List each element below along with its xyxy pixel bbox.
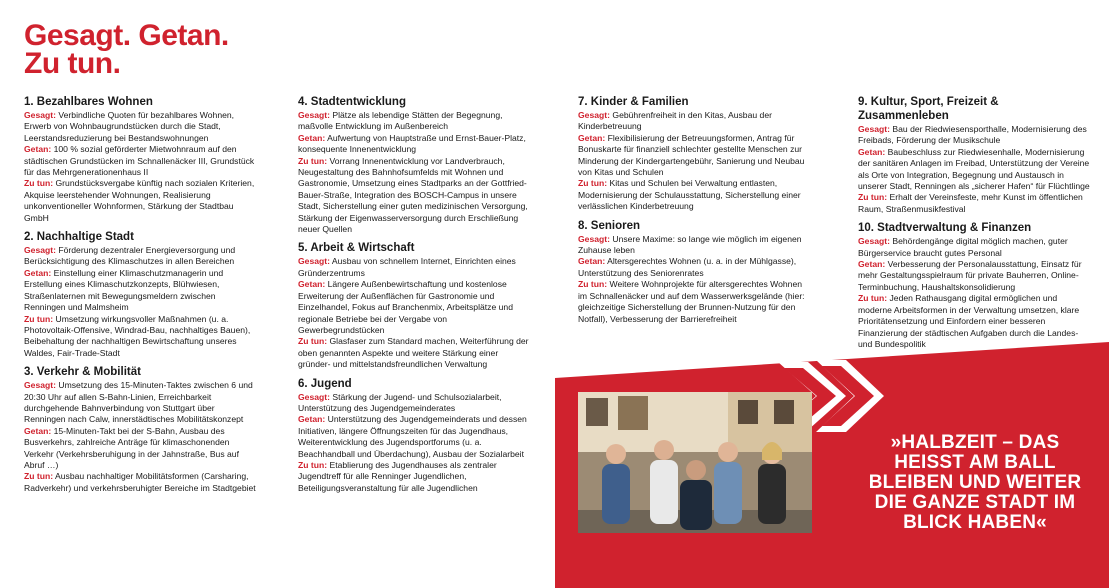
todo-label: Zu tun:: [298, 459, 328, 470]
said-label: Gesagt:: [298, 256, 330, 267]
campaign-quote: »HALBZEIT – DAS HEISST AM BALL BLEIBEN UND WEITER DIE GANZE STADT IM BLICK HABEN«: [868, 432, 1082, 533]
section-title: 7. Kinder & Familien: [578, 96, 689, 108]
said-text: Bau der Riedwiesensporthalle, Modernisierung des Freibads, Förderung der Musikschule: [858, 124, 1087, 146]
section-bezahlbares-wohnen: [24, 95, 258, 224]
said-text: Behördengänge digital möglich machen, guter Bürgerservice braucht gutes Personal: [858, 236, 1068, 258]
column-4: [858, 95, 1090, 356]
said-text: Förderung dezentraler Energieversorgung und Berücksichtigung des Klimaschutzes in allen Bereichen: [24, 245, 236, 267]
section-text: [858, 124, 1090, 215]
section-title: 1. Bezahlbares Wohnen: [24, 96, 153, 108]
said-text: Stärkung der Jugend- und Schulsozialarbeit, Unterstützung des Jugendgemeinderates: [298, 391, 502, 413]
todo-label: Zu tun:: [24, 313, 54, 324]
section-text: [24, 110, 258, 224]
todo-text: Vorrang Innenentwicklung vor Landverbrauch, Neugestaltung des Bahnhofsumfelds mit Wohnen und Gastronomie, Umsetzung eines Stadtparks an der Gottfried-Bauer-Straße, Integration des BOSCH-Campus in unsere Stadt, Sicherstellung einer guten medizinischen Versorgung, Stärkung der Eigenwasserversorgung durch Erschließung neuer Quellen: [298, 155, 528, 235]
done-text: Unterstützung des Jugendgemeinderats und dessen Initiativen, längere Öffnungszeiten für das Jugendhaus, Weiterentwicklung des Jugendsportforums (u. a. Beachhandball und Überdachung), Ausbau der Sozialarbeit: [298, 414, 527, 459]
said-label: Gesagt:: [578, 233, 610, 244]
done-label: Getan:: [578, 256, 606, 267]
section-text: [24, 245, 258, 359]
column-2: [298, 95, 530, 500]
said-label: Gesagt:: [578, 110, 610, 120]
done-text: Längere Außenbewirtschaftung und kostenlose Erweiterung der Außenflächen für Gastronomie und Einzelhandel, Fokus auf Branchenmix, Arbeitsplätze und regionale Betriebe bei der Vergabe von Gewerbegrundstücken: [298, 279, 513, 335]
section-kinder-familien: [578, 95, 810, 213]
section-title: 2. Nachhaltige Stadt: [24, 231, 134, 244]
headline-line-2: Zu tun.: [24, 47, 121, 80]
section-title: 9. Kultur, Sport, Freizeit & Zusammenleben: [858, 96, 999, 122]
section-title: 10. Stadtverwaltung & Finanzen: [858, 222, 1032, 235]
done-label: Getan:: [24, 425, 52, 436]
said-label: Gesagt:: [858, 236, 890, 247]
column-1: [24, 95, 258, 500]
page-headline: [24, 19, 229, 80]
todo-text: Erhalt der Vereinsfeste, mehr Kunst im öffentlichen Raum, Straßenmusikfestival: [858, 192, 1083, 214]
todo-text: Glasfaser zum Standard machen, Weiterführung der oben genannten Aspekte und weitere Stärkung einer gründer- und mittelstandsfreundlichen Verwaltung: [298, 336, 529, 370]
todo-label: Zu tun:: [578, 178, 608, 189]
section-text: [578, 234, 810, 325]
done-text: Einstellung einer Klimaschutzmanagerin und Erstellung eines Klimaschutzkonzepts, Blühwiesen, Straßenlaternen mit Bewegungsmeldern zwischen Renningen und Malmsheim: [24, 267, 224, 313]
done-label: Getan:: [858, 146, 886, 157]
section-verkehr-mobilitaet: [24, 365, 258, 494]
done-label: Getan:: [24, 267, 52, 278]
said-label: Gesagt:: [24, 245, 56, 256]
column-3: [578, 95, 810, 331]
said-text: Gebührenfreiheit in den Kitas, Ausbau der Kinderbetreuung: [578, 110, 772, 132]
section-text: [298, 110, 530, 235]
section-title: 3. Verkehr & Mobilität: [24, 366, 141, 379]
said-label: Gesagt:: [24, 110, 56, 120]
done-label: Getan:: [578, 132, 606, 143]
said-text: Plätze als lebendige Stätten der Begegnung, maßvolle Entwicklung im Außenbereich: [298, 110, 503, 132]
done-label: Getan:: [858, 259, 886, 270]
todo-label: Zu tun:: [24, 178, 54, 189]
section-text: [578, 110, 810, 213]
section-arbeit-wirtschaft: [298, 241, 530, 370]
done-text: 15-Minuten-Takt bei der S-Bahn, Ausbau des Busverkehrs, zahlreiche Anträge für klimaschonenden Verkehr (Verkehrsberuhigung in der Jahnstraße, Bus auf Abruf …): [24, 425, 239, 470]
section-stadtentwicklung: [298, 95, 530, 235]
section-title: 8. Senioren: [578, 219, 640, 232]
todo-label: Zu tun:: [858, 192, 888, 203]
said-label: Gesagt:: [298, 110, 330, 120]
done-text: Verbesserung der Personalausstattung, Einsatz für mehr Gestaltungsspielraum für private Bauherren, Online-Terminbuchung, Haushaltskonsolidierung: [858, 259, 1082, 292]
group-photo: [578, 392, 812, 533]
todo-label: Zu tun:: [298, 336, 328, 347]
todo-text: Kitas und Schulen bei Verwaltung entlasten, Modernisierung der Schulausstattung, Sicherstellung einer verlässlichen Kinderbetreuung: [578, 178, 801, 212]
done-label: Getan:: [298, 279, 326, 290]
headline-line-1: Gesagt. Getan.: [24, 19, 229, 52]
said-text: Verbindliche Quoten für bezahlbares Wohnen, Erwerb von Wohnbaugrundstücken durch die Stadt, Leerstandsreduzierung bei Bestandswohnungen: [24, 110, 235, 143]
done-label: Getan:: [298, 414, 326, 425]
todo-text: Etablierung des Jugendhauses als zentraler Jugendtreff für alle Renninger Jugendlichen, Beteiligungsveranstaltung für alle Jugendlichen: [298, 459, 497, 493]
todo-text: Grundstücksvergabe künftig nach sozialen Kriterien, Akquise leerstehender Wohnungen, Realisierung unkonventioneller Wohnformen, Stärkung der Stadtbau GmbH: [24, 178, 255, 223]
todo-text: Ausbau nachhaltiger Mobilitätsformen (Carsharing, Radverkehr) und verkehrsberuhigter Bereiche im Stadtgebiet: [24, 471, 256, 493]
said-label: Gesagt:: [24, 380, 56, 391]
todo-label: Zu tun:: [298, 155, 328, 166]
todo-text: Jeden Rathausgang digital ermöglichen und moderne Arbeitsformen in der Verwaltung umsetzen, klare Prioritätensetzung und Einfordern einer besseren Finanzierung der städtischen Aufgaben durch die Landes- und Bundespolitik: [858, 293, 1080, 349]
section-title: 5. Arbeit & Wirtschaft: [298, 242, 415, 255]
done-text: Altersgerechtes Wohnen (u. a. in der Mühlgasse), Unterstützung des Seniorenrates: [578, 256, 797, 278]
section-stadtverwaltung-finanzen: [858, 221, 1090, 350]
said-text: Ausbau von schnellem Internet, Einrichten eines Gründerzentrums: [298, 256, 516, 278]
todo-label: Zu tun:: [24, 471, 54, 482]
todo-label: Zu tun:: [858, 293, 888, 304]
section-text: [858, 236, 1090, 350]
said-text: Unsere Maxime: so lange wie möglich im eigenen Zuhause leben: [578, 233, 802, 256]
todo-text: Weitere Wohnprojekte für altersgerechtes Wohnen im Schnallenäcker und auf dem Wasserwerksgelände (hier: gleichzeitige Sicherstellung der Brunnen-Nutzung für den Notfall), Verbesserung der Barrierefreiheit: [578, 279, 805, 324]
todo-text: Umsetzung wirkungsvoller Maßnahmen (u. a. Photovoltaik-Offensive, Windrad-Bau, nachhaltiges Bauen), Beibehaltung der nachhaltigen Bewirtschaftung unseres Waldes, Fair-Trade-Stadt: [24, 313, 251, 358]
section-text: [298, 392, 530, 495]
section-text: [298, 256, 530, 370]
todo-label: Zu tun:: [578, 279, 608, 290]
section-kultur-sport: [858, 95, 1090, 215]
done-label: Getan:: [24, 144, 52, 155]
done-text: Flexibilisierung der Betreuungsformen, Antrag für Bonuskarte für finanziell schlechter gestellte Menschen zur Minderung der Kindergartengebühr, Sanierung und Neubau von Kitas und Schulen: [578, 132, 805, 178]
section-senioren: [578, 219, 810, 325]
said-label: Gesagt:: [858, 124, 890, 134]
done-text: Aufwertung von Hauptstraße und Ernst-Bauer-Platz, konsequente Innenentwicklung: [298, 132, 526, 155]
section-title: 6. Jugend: [298, 377, 352, 390]
section-title: 4. Stadtentwicklung: [298, 96, 406, 108]
section-jugend: [298, 377, 530, 495]
said-label: Gesagt:: [298, 391, 330, 402]
done-text: 100 % sozial geförderter Mietwohnraum auf den städtischen Grundstücken im Schnallenäcker III, Grundstück für das Mehrgenerationenhaus II: [24, 144, 255, 178]
done-text: Baubeschluss zur Riedwiesenhalle, Modernisierung der sanitären Anlagen im Freibad, Unterstützung der Vereine als Orte von Integration, Begegnung und Austausch in unserer Stadt, Renningen als „sicherer Hafen“ für Flüchtlinge: [858, 146, 1090, 192]
said-text: Umsetzung des 15-Minuten-Taktes zwischen 6 und 20:30 Uhr auf allen S-Bahn-Linien, Erreichbarkeit durchgehende Bahnverbindung von Stuttgart über Renningen nach Calw, innerstädtisches Mobilitätskonzept: [24, 380, 253, 425]
section-text: [24, 380, 258, 494]
done-label: Getan:: [298, 132, 326, 143]
section-nachhaltige-stadt: [24, 230, 258, 359]
